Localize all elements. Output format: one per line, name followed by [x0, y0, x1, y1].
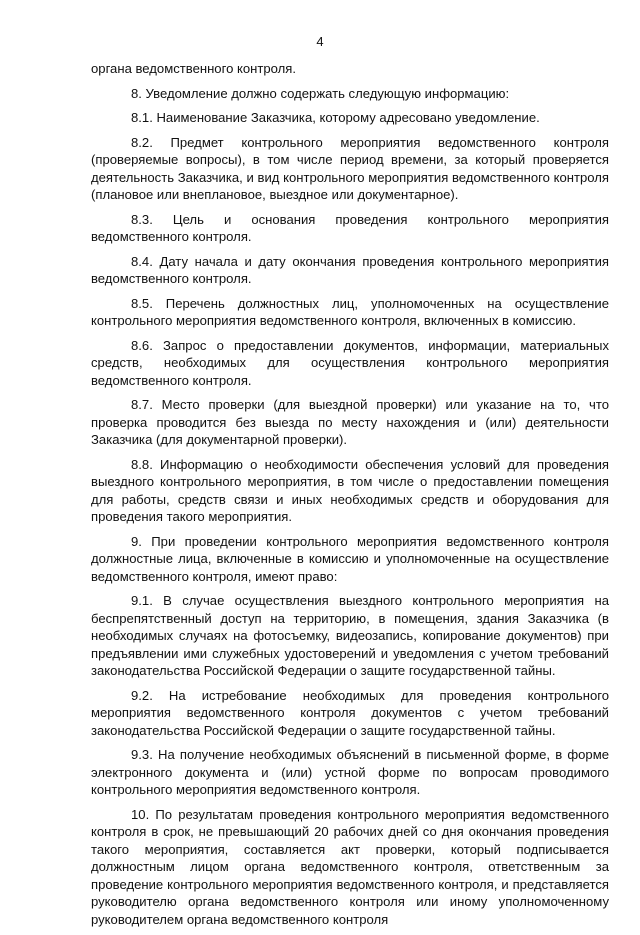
- paragraph-9-3: 9.3. На получение необходимых объяснений в письменной форме, в форме электронного документа и (или) устной форме по вопросам проводимого контрольного мероприятия ведомственного контроля.: [91, 747, 609, 797]
- paragraph-8-8: 8.8. Информацию о необходимости обеспечения условий для проведения выездного контрольного мероприятия, в том числе о предоставлении помещения для работы, средств связи и иных необходимых средств и оборудования для проведения такого мероприятия.: [91, 456, 609, 524]
- paragraph-8-2: 8.2. Предмет контрольного мероприятия ведомственного контроля (проверяемые вопросы), в том числе период времени, за который проверяется деятельность Заказчика, и вид контрольного мероприятия ведомственного контроля (плановое или внеплановое, выездное или документарное).: [91, 134, 609, 202]
- paragraph-9-1: 9.1. В случае осуществления выездного контрольного мероприятия на беспрепятственный доступ на территорию, в помещения, здания Заказчика (в необходимых случаях на фотосъемку, видеозапись, копирование документов) при предъявлении ими служебных удостоверений и уведомления с учетом требований законодательства Российской Федерации о защите государственной тайны.: [91, 593, 609, 678]
- paragraph-8-1: 8.1. Наименование Заказчика, которому адресовано уведомление.: [131, 110, 540, 125]
- paragraph-8: 8. Уведомление должно содержать следующую информацию:: [131, 85, 510, 101]
- paragraph-8-3: 8.3. Цель и основания проведения контрольного мероприятия ведомственного контроля.: [91, 211, 609, 244]
- paragraph-8-7: 8.7. Место проверки (для выездной проверки) или указание на то, что проверка проводится без выезда по месту нахождения и (или) деятельности Заказчика (для документарной проверки).: [91, 397, 609, 447]
- paragraph-9: 9. При проведении контрольного мероприятия ведомственного контроля должностные лица, включенные в комиссию и уполномоченные на осуществление ведомственного контроля, имеют право:: [91, 533, 609, 584]
- page-number: 4: [316, 34, 324, 49]
- paragraph-9-2: 9.2. На истребование необходимых для проведения контрольного мероприятия ведомственного контроля документов с учетом требований законодательства Российской Федерации о защите государственной тайны.: [91, 687, 609, 738]
- paragraph-8-5: 8.5. Перечень должностных лиц, уполномоченных на осуществление контрольного мероприятия ведомственного контроля, включенных в комиссию.: [91, 295, 609, 328]
- document-body: [91, 60, 609, 935]
- paragraph-10: 10. По результатам проведения контрольного мероприятия ведомственного контроля в срок, не превышающий 20 рабочих дней со дня окончания проведения такого мероприятия, составляется акт проверки, который подписывается должностным лицом органа ведомственного контроля, ответственным за проведение контрольного мероприятия ведомственного контроля, и представляется руководителю органа ведомственного контроля или иному уполномоченному руководителем органа ведомственного контроля: [91, 806, 609, 927]
- paragraph-8-4: 8.4. Дату начала и дату окончания проведения контрольного мероприятия ведомственного контроля.: [91, 253, 609, 286]
- paragraph-8-6: 8.6. Запрос о предоставлении документов, информации, материальных средств, необходимых для осуществления контрольного мероприятия ведомственного контроля.: [91, 337, 609, 388]
- paragraph-continuation: органа ведомственного контроля.: [91, 61, 297, 76]
